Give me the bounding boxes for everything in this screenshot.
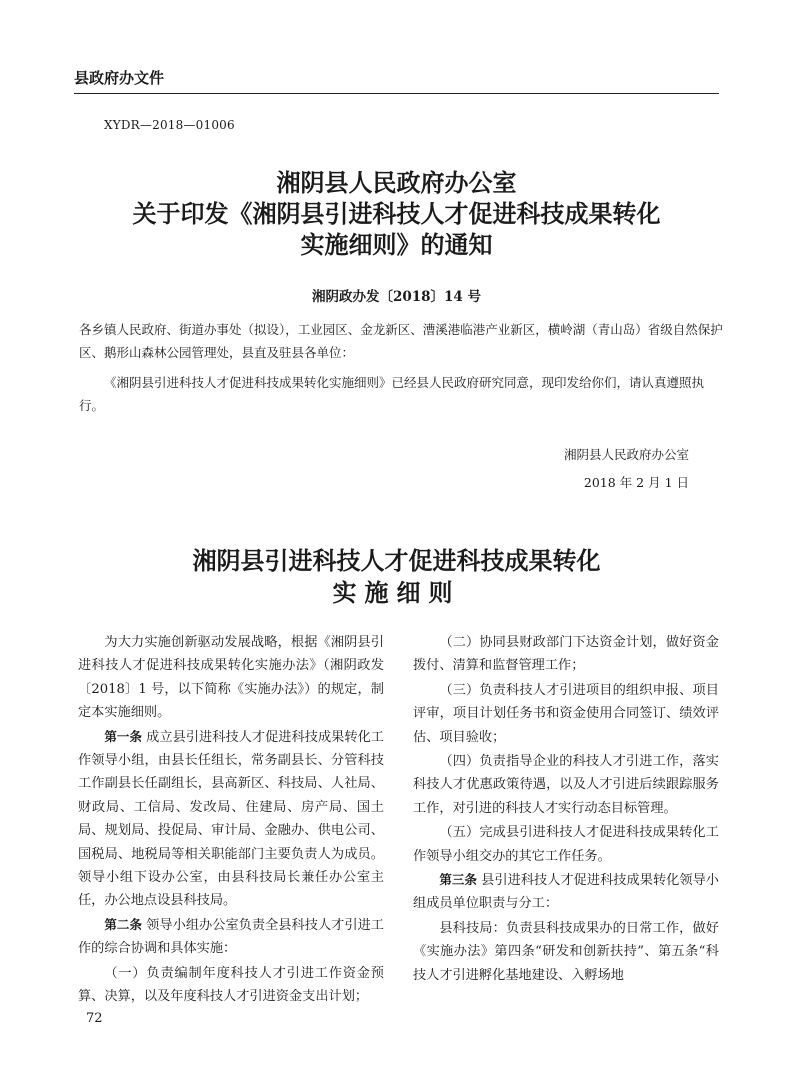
paragraph	[413, 916, 719, 987]
notice-title-line: 湘阴县人民政府办公室	[276, 168, 517, 197]
paragraph-text: （三）负责科技人才引进项目的组织申报、项目评审，项目计划任务书和资金使用合同签订、绩效评估、项目验收；	[413, 682, 719, 745]
paragraph-text: （四）负责指导企业的科技人才引进工作，落实科技人才优惠政策待遇，以及人才引进后续跟踪服务工作，对引进的科技人才实行动态目标管理。	[413, 754, 719, 816]
paragraph-text: 县科技局：负责县科技成果办的日常工作，做好《实施办法》第四条“研发和创新扶持”、第五条“科技人才引进孵化基地建设、入孵场地	[413, 920, 719, 983]
paragraph	[413, 630, 719, 678]
signature-organization: 湘阴县人民政府办公室	[563, 447, 689, 462]
paragraph	[78, 630, 384, 725]
addressee: 各乡镇人民政府、街道办事处（拟设），工业园区、金龙新区、漕溪港临港产业新区，横岭湖（青山岛）省级自然保护区、鹅形山森林公园管理处，县直及驻县各单位：	[79, 322, 723, 360]
paragraph-text: （五）完成县引进科技人才促进科技成果转化工作领导小组交办的其它工作任务。	[413, 825, 719, 864]
paragraph-text: 领导小组办公室负责全县科技人才引进工作的综合协调和具体实施：	[78, 917, 384, 957]
paragraph-text: 县引进科技人才促进科技成果转化领导小组成员单位职责与分工：	[413, 873, 719, 912]
notice-title-line: 关于印发《湘阴县引进科技人才促进科技成果转化	[132, 199, 661, 228]
notice-title	[74, 167, 719, 260]
paragraph	[78, 961, 384, 1009]
running-header: 县政府办文件	[74, 67, 719, 94]
notice-intro: 《湘阴县引进科技人才促进科技成果转化实施细则》已经县人民政府研究同意，现印发给你们，请认真遵照执行。	[79, 375, 705, 413]
article-label: 第三条	[439, 872, 477, 888]
paragraph	[413, 868, 719, 916]
paragraph	[413, 749, 719, 820]
left-column	[78, 630, 384, 1009]
right-column	[413, 630, 719, 987]
document-number: 湘阴政办发〔2018〕14 号	[311, 289, 482, 305]
signature-date: 2018 年 2 月 1 日	[583, 475, 689, 490]
rules-title-line: 湘阴县引进科技人才促进科技成果转化	[192, 546, 601, 575]
paragraph-text: （二）协同县财政部门下达资金计划，做好资金拨付、清算和监督管理工作；	[413, 635, 719, 674]
document-code: XYDR—2018—01006	[104, 118, 235, 132]
paragraph	[78, 725, 384, 913]
paragraph	[78, 913, 384, 961]
article-label: 第二条	[104, 916, 142, 932]
page-number: 72	[86, 1011, 103, 1026]
paragraph-text: 成立县引进科技人才促进科技成果转化工作领导小组，由县长任组长，常务副县长、分管科技工作副县长任副组长，县高新区、科技局、人社局、财政局、工信局、发改局、住建局、房产局、国土局、规划局、投促局、审计局、金融办、供电公司、国税局、地税局等相关职能部门主要负责人为成员。领导小组下设办公室，由县科技局长兼任办公室主任，办公地点设县科技局。	[78, 729, 384, 909]
article-label: 第一条	[104, 728, 142, 744]
rules-title-line: 实施细则	[332, 578, 461, 607]
rules-title	[74, 545, 719, 609]
paragraph	[413, 678, 719, 749]
paragraph	[413, 820, 719, 868]
paragraph-text: 为大力实施创新驱动发展战略，根据《湘阴县引进科技人才促进科技成果转化实施办法》（湘阴政发〔2018〕1 号，以下简称《实施办法》）的规定，制定本实施细则。	[78, 635, 384, 721]
paragraph-text: （一）负责编制年度科技人才引进工作资金预算、决算，以及年度科技人才引进资金支出计划；	[78, 965, 384, 1005]
notice-title-line: 实施细则》的通知	[300, 230, 493, 259]
